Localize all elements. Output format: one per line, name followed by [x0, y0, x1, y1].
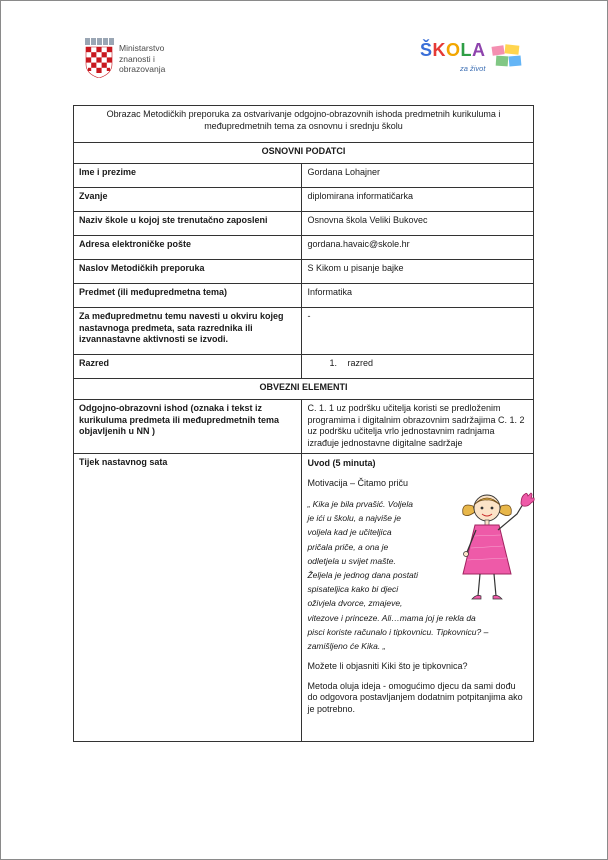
ministry-line: obrazovanja [119, 64, 166, 74]
girl-illustration-icon [455, 488, 537, 604]
field-value-outcome[interactable]: C. 1. 1 uz podršku učitelja koristi se predloženim programima i digitalnim obrazovnim sadržajima C. 1. 2 uz podršku učitelja vrlo jednostavnim radnjama izrađuje jednostavne digitalne sadržaje [302, 400, 534, 454]
grade-text: razred [347, 358, 373, 368]
logo-title [420, 40, 486, 61]
method-text: Metoda oluja ideja - omogućimo djecu da sami dođu do odgovora postavljanjem dodatnim potpitanjima ako je potrebno. [307, 680, 523, 714]
story-line: voljela kad je učiteljica [307, 527, 392, 538]
story-line: oživjela dvorce, zmajeve, [307, 598, 403, 609]
story-line: spisateljica kako bi djeci [307, 584, 399, 595]
field-label-outcome: Odgojno-obrazovni ishod (oznaka i tekst iz kurikuluma predmeta ili međupredmetnih tema objavljenih u NN ) [74, 400, 302, 454]
field-label-cross-curricular: Za međupredmetnu temu navesti u okviru kojeg nastavnoga predmeta, sata razrednika ili izvannastavne aktivnosti se izvodi. [74, 308, 302, 355]
ministry-logo [84, 38, 165, 78]
logo-letter: O [446, 40, 461, 60]
grade-list-item [307, 358, 528, 370]
field-value-email[interactable]: gordana.havaic@skole.hr [302, 236, 534, 260]
field-label-subject: Predmet (ili međupredmetna tema) [74, 284, 302, 308]
form-title: Obrazac Metodičkih preporuka za ostvarivanje odgojno-obrazovnih ishoda predmetnih kurikuluma i međupredmetnih tema za osnovnu i srednju školu [74, 106, 534, 143]
logo-subtitle: za život [460, 64, 486, 73]
croatian-coat-of-arms-icon [84, 38, 114, 78]
story-line: vitezove i princeze. Ali…mama joj je rekla da [307, 612, 476, 623]
story-line: zamišljeno će Kika. „ [307, 641, 386, 652]
field-value-recommendation-title[interactable]: S Kikom u pisanje bajke [302, 260, 534, 284]
field-label-title: Zvanje [74, 188, 302, 212]
field-value-name[interactable]: Gordana Lohajner [302, 164, 534, 188]
section-basic-data: OSNOVNI PODATCI [74, 143, 534, 164]
ministry-line: Ministarstvo [119, 43, 165, 53]
motivation-text: Motivacija – Čitamo priču [307, 477, 408, 488]
intro-heading: Uvod (5 minuta) [307, 458, 376, 468]
field-label-recommendation-title: Naslov Metodičkih preporuka [74, 260, 302, 284]
field-label-email: Adresa elektroničke pošte [74, 236, 302, 260]
ministry-name [119, 43, 165, 75]
skola-za-zivot-logo [420, 40, 528, 80]
logo-letter: A [472, 40, 486, 60]
field-value-title[interactable]: diplomirana informatičarka [302, 188, 534, 212]
field-value-cross-curricular[interactable]: - [302, 308, 534, 355]
colored-blocks-icon [490, 44, 524, 70]
list-number: 1. [329, 358, 337, 368]
field-label-school: Naziv škole u kojoj ste trenutačno zaposleni [74, 212, 302, 236]
field-value-grade[interactable] [302, 355, 534, 379]
field-value-subject[interactable]: Informatika [302, 284, 534, 308]
logo-letter: K [432, 40, 447, 60]
story-line: pričala priče, a ona je [307, 541, 389, 552]
ministry-line: znanosti i [119, 53, 155, 64]
field-label-grade: Razred [74, 355, 302, 379]
field-value-lesson-flow[interactable] [302, 454, 534, 742]
lesson-flow-content [307, 458, 528, 715]
section-required-elements: OBVEZNI ELEMENTI [74, 379, 534, 400]
logo-letter: L [460, 40, 473, 60]
story-line: je ići u školu, a najviše je [307, 513, 401, 524]
question-text: Možete li objasniti Kiki što je tipkovnica? [307, 661, 468, 672]
field-label-name: Ime i prezime [74, 164, 302, 188]
story-line: Željela je jednog dana postati [307, 570, 419, 581]
field-value-school[interactable]: Osnovna škola Veliki Bukovec [302, 212, 534, 236]
field-label-lesson-flow: Tijek nastavnog sata [74, 454, 302, 742]
recommendations-form-table [73, 105, 534, 742]
story-line: „ Kika je bila prvašić. Voljela [307, 499, 413, 509]
logo-letter: Š [420, 40, 433, 60]
story-line: odletjela u svijet mašte. [307, 555, 396, 566]
story-line: pisci koriste računalo i tipkovnicu. Tipkovnicu? – [307, 626, 489, 637]
